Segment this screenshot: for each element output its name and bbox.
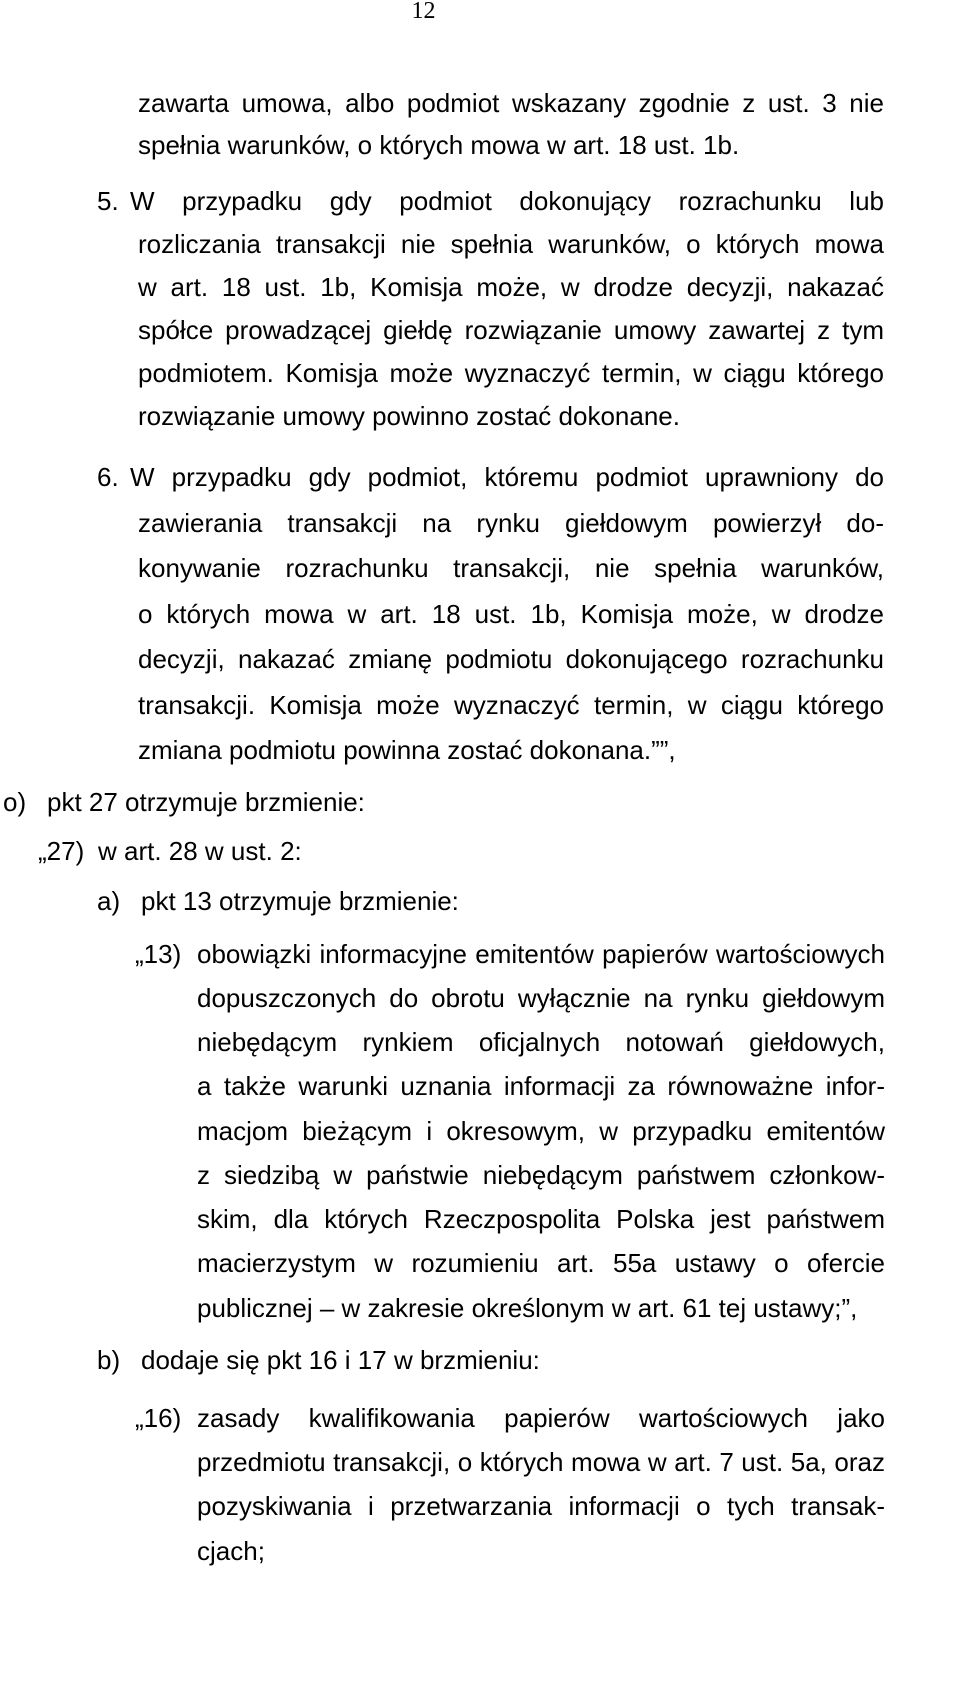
point-text: w art. 28 w ust. 2:	[98, 836, 302, 866]
item-number: „13)	[135, 939, 182, 969]
text-line: rozwiązanie umowy powinno zostać dokonane.	[138, 401, 680, 431]
paragraph-number: 5.	[97, 186, 119, 216]
text-fragment: W przypadku gdy podmiot, któremu podmiot uprawniony do	[130, 462, 884, 492]
text-line: decyzji, nakazać zmianę podmiotu dokonującego rozrachunku	[138, 644, 884, 674]
text-fragment: obowiązki informacyjne emitentów papierów wartościowych	[197, 939, 885, 969]
text-line	[97, 186, 884, 216]
text-line: rozliczania transakcji nie spełnia warunków, o których mowa	[138, 229, 884, 259]
text-line: skim, dla których Rzeczpospolita Polska jest państwem	[197, 1204, 885, 1234]
text-line: przedmiotu transakcji, o których mowa w art. 7 ust. 5a, oraz	[197, 1447, 885, 1477]
paragraph-number: 6.	[97, 462, 119, 492]
letter-text: pkt 13 otrzymuje brzmienie:	[141, 886, 459, 916]
letter-label: b)	[97, 1345, 121, 1375]
text-line: spełnia warunków, o których mowa w art. 18 ust. 1b.	[138, 130, 740, 160]
text-line: w art. 18 ust. 1b, Komisja może, w drodze decyzji, nakazać	[138, 272, 884, 302]
text-line: niebędącym rynkiem oficjalnych notowań giełdowych,	[197, 1027, 885, 1057]
letter-label: a)	[97, 886, 121, 916]
text-line: o których mowa w art. 18 ust. 1b, Komisja może, w drodze	[138, 599, 884, 629]
text-line: zawarta umowa, albo podmiot wskazany zgodnie z ust. 3 nie	[138, 88, 884, 118]
text-line	[135, 1403, 885, 1433]
text-line: macjom bieżącym i okresowym, w przypadku emitentów	[197, 1116, 885, 1146]
text-line	[135, 939, 885, 969]
text-line: dopuszczonych do obrotu wyłącznie na rynku giełdowym	[197, 983, 885, 1013]
letter-text: dodaje się pkt 16 i 17 w brzmieniu:	[141, 1345, 540, 1375]
text-line: cjach;	[197, 1536, 265, 1566]
text-line: zmiana podmiotu powinna zostać dokonana.””,	[138, 735, 676, 765]
point-27	[38, 836, 302, 866]
letter-b	[97, 1345, 540, 1375]
item-number: „16)	[135, 1403, 182, 1433]
page-number: 12	[411, 0, 436, 24]
text-line: konywanie rozrachunku transakcji, nie spełnia warunków,	[138, 553, 884, 583]
text-line	[97, 462, 884, 492]
point-number: „27)	[38, 836, 85, 866]
letter-a	[97, 886, 459, 916]
point-o	[3, 787, 365, 817]
text-line: z siedzibą w państwie niebędącym państwem członkow-	[197, 1160, 885, 1190]
text-line: publicznej – w zakresie określonym w art. 61 tej ustawy;”,	[197, 1293, 858, 1323]
text-line: spółce prowadzącej giełdę rozwiązanie umowy zawartej z tym	[138, 315, 884, 345]
text-line: pozyskiwania i przetwarzania informacji o tych transak-	[197, 1491, 885, 1521]
text-line: zawierania transakcji na rynku giełdowym powierzył do-	[138, 508, 884, 538]
text-line: a także warunki uznania informacji za równoważne infor-	[197, 1071, 885, 1101]
text-fragment: zasady kwalifikowania papierów wartościowych jako	[197, 1403, 885, 1433]
text-line: podmiotem. Komisja może wyznaczyć termin, w ciągu którego	[138, 358, 884, 388]
text-fragment: W przypadku gdy podmiot dokonujący rozrachunku lub	[130, 186, 884, 216]
point-text: pkt 27 otrzymuje brzmienie:	[47, 787, 365, 817]
text-line: transakcji. Komisja może wyznaczyć termin, w ciągu którego	[138, 690, 884, 720]
text-line: macierzystym w rozumieniu art. 55a ustawy o ofercie	[197, 1248, 885, 1278]
point-label: o)	[3, 787, 27, 817]
